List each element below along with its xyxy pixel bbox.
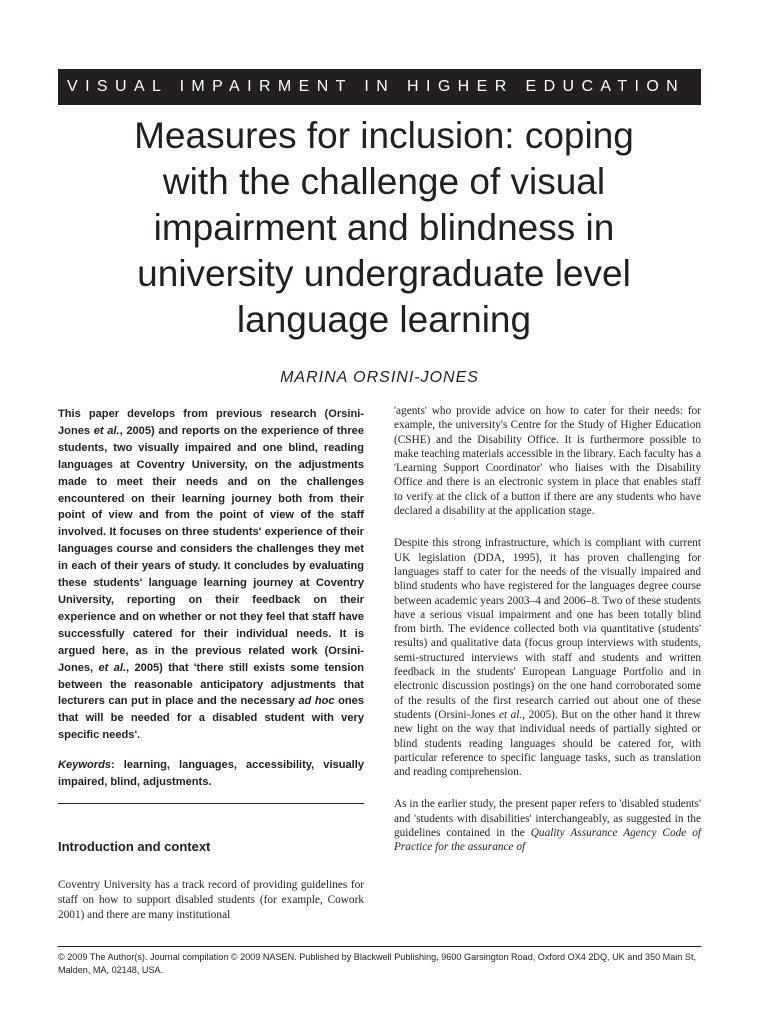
article-title — [40, 113, 728, 343]
title-line: language learning — [236, 299, 532, 340]
journal-section-banner: VISUAL IMPAIRMENT IN HIGHER EDUCATION — [58, 69, 701, 105]
copyright-footer: © 2009 The Author(s). Journal compilation © 2009 NASEN. Published by Blackwell Publishing, 9600 Garsington Road, Oxford OX4 2DQ, UK and 350 Main St, Malden, MA, 02148, USA. — [58, 952, 697, 975]
body-paragraph-3: As in the earlier study, the present paper refers to 'disabled students' and 'students with disabilities' interchangeably, as suggested in the guidelines contained in the Quality Assurance Agency Code of Practice for the assurance of — [394, 798, 701, 854]
title-line: Measures for inclusion: coping — [134, 115, 634, 156]
section-heading: Introduction and context — [58, 839, 211, 854]
author-name: MARINA ORSINI-JONES — [280, 369, 479, 386]
abstract — [58, 406, 364, 791]
intro-paragraph: Coventry University has a track record of providing guidelines for staff on how to support disabled students (for example, Cowork 2001) and there are many institutional — [58, 879, 364, 921]
abstract-divider — [58, 803, 364, 804]
body-paragraph-2: Despite this strong infrastructure, which is compliant with current UK legislation (DDA, 1995), it has proven challenging for languages staff to cater for the needs of the visually impaired and blind students who have registered for the languages degree course between academic years 2003–4 and 2006–8. Two of these students have a serious visual impairment and one has been totally blind from birth. The evidence collected both via quantitative (students' results) and qualitative data (focus group interviews with students, semi-structured interviews with staff and students and written feedback in the students' European Language Portfolio and in electronic discussion postings) on the one hand corroborated some of the results of the first research carried out about one of these students (Orsini-Jones et al., 2005). But on the other hand it threw new light on the way that individual needs of partially sighted or blind students reading languages should be catered for, with particular reference to specific language tasks, such as translation and reading comprehension. — [394, 537, 701, 779]
body-paragraph-1: 'agents' who provide advice on how to cater for their needs: for example, the university's Centre for the Study of Higher Education (CSHE) and the Disability Office. It is furthermore possible to make teaching materials accessible in the library. Each faculty has a 'Learning Support Coordinator' who liaises with the Disability Office and there is an electronic system in place that enables staff to verify at the click of a button if there are any students who have declared a disability at the application stage. — [394, 405, 701, 518]
title-line: impairment and blindness in — [153, 207, 615, 248]
footer-divider — [58, 946, 701, 947]
keywords-label: Keywords — [58, 759, 112, 772]
title-line: university undergraduate level — [137, 253, 631, 294]
title-line: with the challenge of visual — [162, 161, 606, 202]
keywords — [58, 757, 364, 791]
abstract-text: This paper develops from previous research (Orsini-Jones et al., 2005) and reports on the experience of three students, two visually impaired and one blind, reading languages at Coventry University, on the adjustments made to meet their needs and on the challenges encountered on their learning journey both from their point of view and from the point of view of the staff involved. It focuses on three students' experience of their languages course and considers the challenges they met in each of their years of study. It concludes by evaluating these students' language learning journey at Coventry University, reporting on their feedback on their experience and on whether or not they feel that staff have successfully catered for their individual needs. It is argued here, as in the previous related work (Orsini-Jones, et al., 2005) that 'there still exists some tension between the reasonable anticipatory adjustments that lecturers can put in place and the necessary ad hoc ones that will be needed for a disabled student with very specific needs'. — [58, 408, 365, 742]
right-column — [394, 404, 701, 855]
keywords-text: : learning, languages, accessibility, visually impaired, blind, adjustments. — [58, 759, 364, 789]
